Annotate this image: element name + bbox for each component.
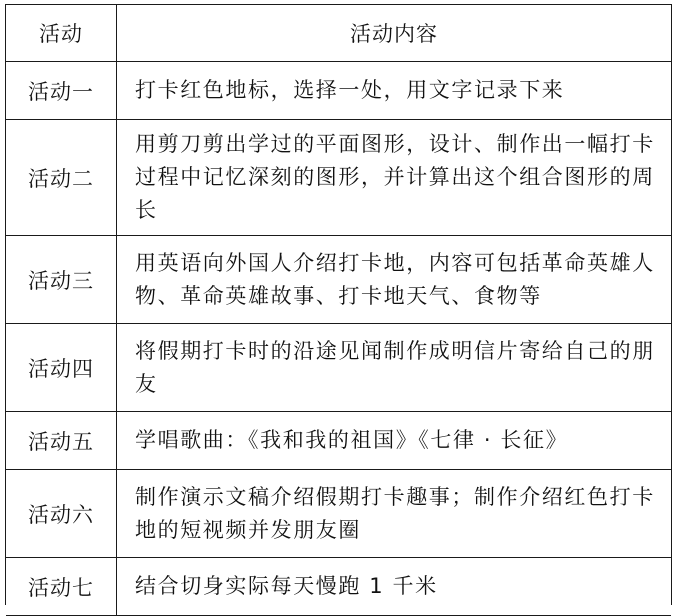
activity-content: 结合切身实际每天慢跑 1 千米 xyxy=(117,558,672,616)
table-row xyxy=(6,120,671,236)
activity-content: 制作演示文稿介绍假期打卡趣事；制作介绍红色打卡地的短视频并发朋友圈 xyxy=(117,470,672,558)
activity-name: 活动四 xyxy=(6,324,117,412)
header-activity: 活动 xyxy=(6,5,117,62)
activity-name: 活动三 xyxy=(6,236,117,324)
table-header-row xyxy=(6,5,671,62)
activity-content: 学唱歌曲：《我和我的祖国》《七律 · 长征》 xyxy=(117,412,672,470)
activity-content: 打卡红色地标，选择一处，用文字记录下来 xyxy=(117,62,672,120)
table-row xyxy=(6,236,671,324)
table-row xyxy=(6,558,671,616)
activity-table-wrapper xyxy=(5,4,672,605)
table-row xyxy=(6,412,671,470)
activity-name: 活动六 xyxy=(6,470,117,558)
table-row xyxy=(6,62,671,120)
activity-name: 活动一 xyxy=(6,62,117,120)
activity-name: 活动七 xyxy=(6,558,117,616)
activity-name: 活动五 xyxy=(6,412,117,470)
header-activity-content: 活动内容 xyxy=(117,5,672,62)
activity-table xyxy=(6,4,671,616)
activity-content: 用英语向外国人介绍打卡地，内容可包括革命英雄人物、革命英雄故事、打卡地天气、食物等 xyxy=(117,236,672,324)
table-row xyxy=(6,470,671,558)
activity-name: 活动二 xyxy=(6,120,117,236)
table-row xyxy=(6,324,671,412)
activity-content: 用剪刀剪出学过的平面图形，设计、制作出一幅打卡过程中记忆深刻的图形，并计算出这个组合图形的周长 xyxy=(117,120,672,236)
activity-content: 将假期打卡时的沿途见闻制作成明信片寄给自己的朋友 xyxy=(117,324,672,412)
